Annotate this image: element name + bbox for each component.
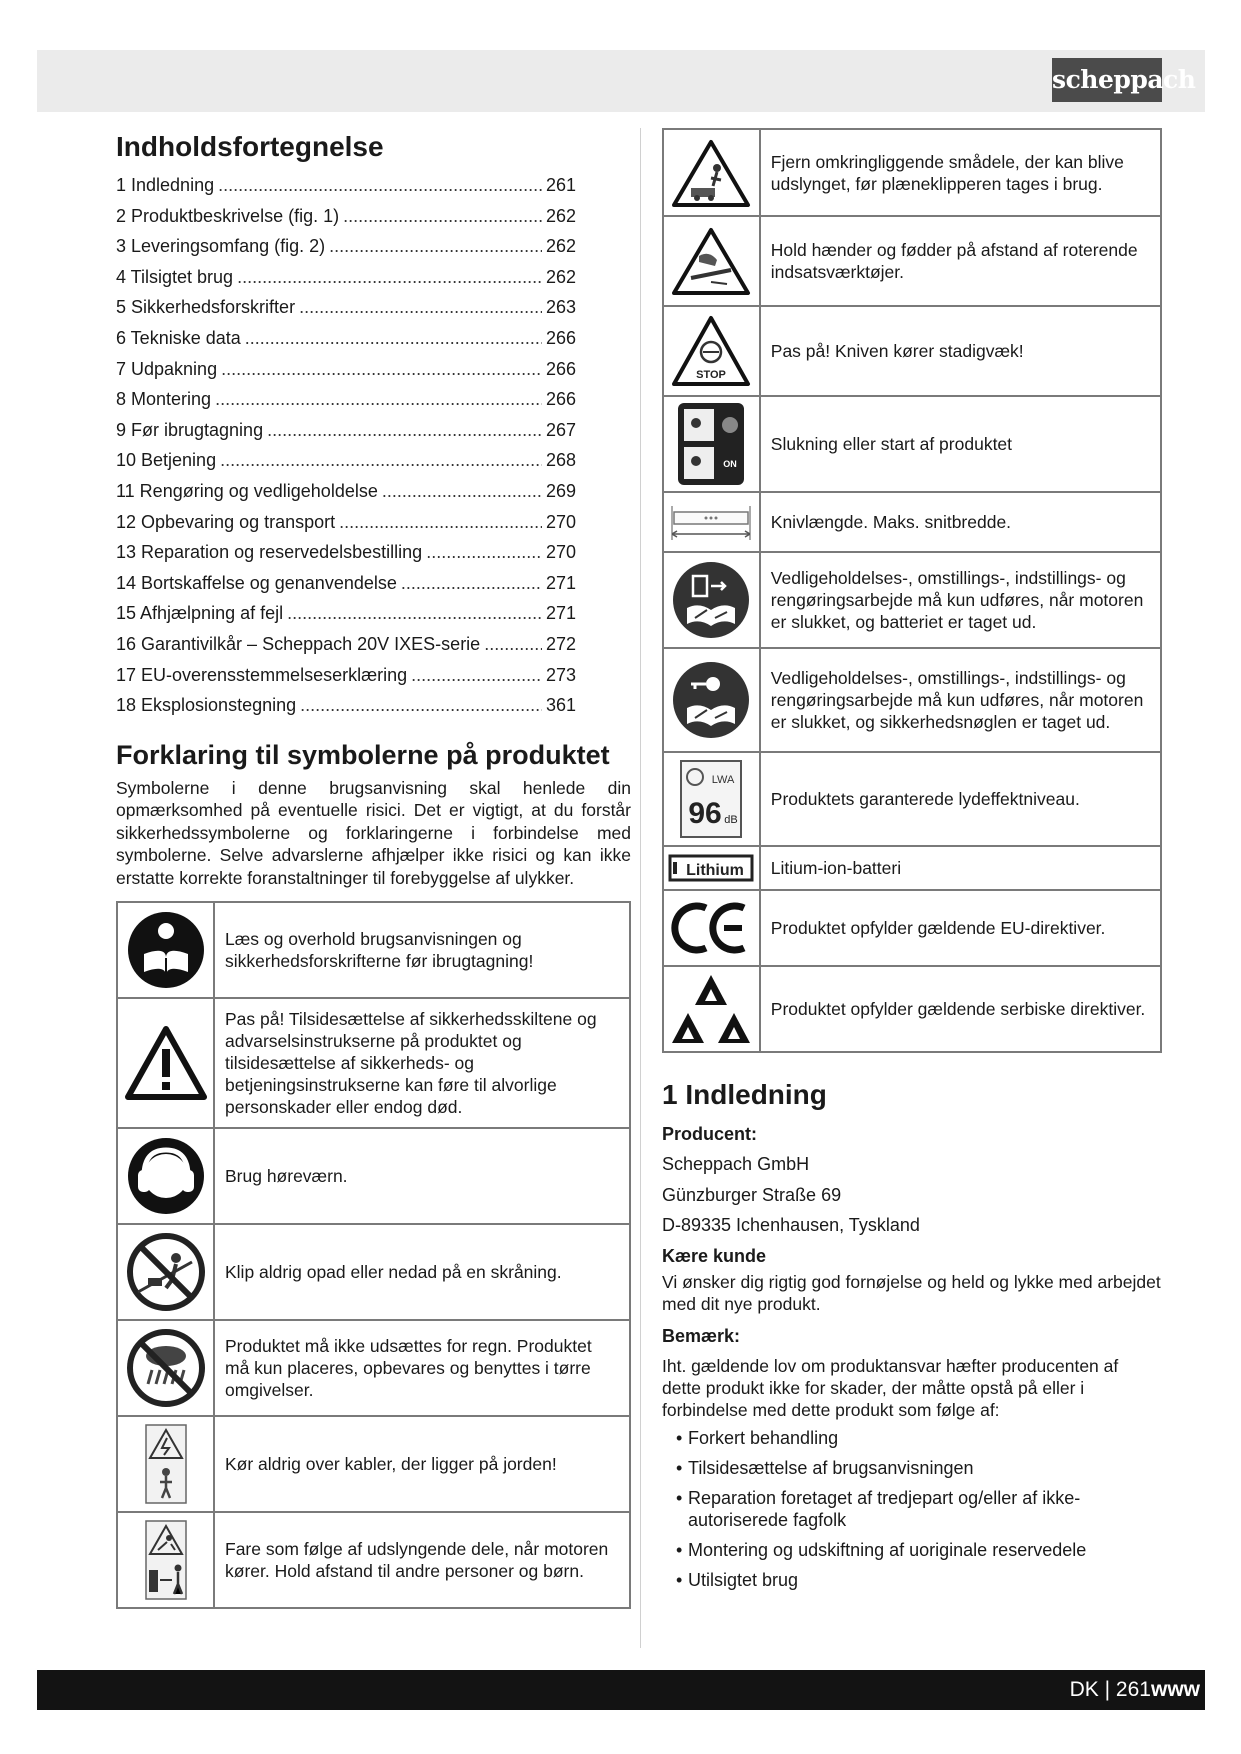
symbol-description: Litium-ion-batteri	[760, 846, 1161, 890]
symbol-description: Læs og overhold brugsanvisningen og sikkerhedsforskrifterne før ibrugtagning!	[214, 902, 630, 998]
symbol-description: Pas på! Kniven kører stadigvæk!	[760, 306, 1161, 396]
toc-entry[interactable]: 14 Bortskaffelse og genanvendelse ..... 271	[116, 568, 576, 599]
symbol-row	[663, 216, 1161, 306]
symbol-description: Fjern omkringliggende smådele, der kan blive udslynget, før plæneklipperen tages i brug.	[760, 129, 1161, 216]
toc-entry[interactable]: 1 Indledning ..... 261	[116, 170, 576, 201]
symbol-description: Produktet må ikke udsættes for regn. Produktet må kun placeres, opbevares og benyttes i tørre omgivelser.	[214, 1320, 630, 1416]
read-manual-icon	[117, 902, 214, 998]
symbol-row	[663, 890, 1161, 966]
maintenance-battery-icon	[663, 552, 760, 648]
page-footer	[1070, 1677, 1200, 1703]
list-item: • Forkert behandling	[676, 1427, 1162, 1449]
list-item: • Utilsigtet brug	[676, 1569, 1162, 1591]
toc-entry[interactable]: 2 Produktbeskrivelse (fig. 1) ..... 262	[116, 201, 576, 232]
no-slope-mowing-icon	[117, 1224, 214, 1320]
column-divider	[640, 128, 641, 1648]
blade-stop-icon	[663, 306, 760, 396]
toc-entry[interactable]: 15 Afhjælpning af fejl ..... 271	[116, 598, 576, 629]
symbols-section-title: Forklaring til symbolerne på produktet	[116, 739, 610, 770]
remove-objects-icon	[663, 129, 760, 216]
db-value: 96	[688, 797, 723, 830]
header-band	[37, 50, 1205, 112]
toc-entry[interactable]: 4 Tilsigtet brug ..... 262	[116, 262, 576, 293]
blade-hands-icon	[663, 216, 760, 306]
symbol-description: Slukning eller start af produktet	[760, 396, 1161, 492]
toc-list	[116, 170, 631, 721]
symbol-description: Fare som følge af udslyngende dele, når motoren kører. Hold afstand til andre personer og børn.	[214, 1512, 630, 1608]
cable-warning-icon	[117, 1416, 214, 1512]
producer-line: Günzburger Straße 69	[662, 1184, 842, 1205]
liability-list	[662, 1427, 1162, 1591]
customer-label: Kære kunde	[662, 1245, 767, 1266]
ear-protection-icon	[117, 1128, 214, 1224]
right-column	[662, 128, 1162, 1599]
toc-entry[interactable]: 18 Eksplosionstegning ..... 361	[116, 690, 576, 721]
producer-label: Producent:	[662, 1124, 758, 1144]
symbol-description: Klip aldrig opad eller nedad på en skråning.	[214, 1224, 630, 1320]
footer-band	[37, 1670, 1205, 1710]
customer-text: Vi ønsker dig rigtig god fornøjelse og held og lykke med arbejdet med dit nye produkt.	[662, 1271, 1161, 1314]
left-symbol-table	[116, 901, 631, 1609]
symbol-description: Knivlængde. Maks. snitbredde.	[760, 492, 1161, 552]
page-number: DK | 261	[1069, 1678, 1151, 1701]
symbol-row	[117, 902, 630, 998]
symbol-row	[663, 966, 1161, 1052]
producer-line: Scheppach GmbH	[662, 1154, 810, 1174]
no-rain-icon	[117, 1320, 214, 1416]
sound-level-icon	[663, 752, 760, 846]
list-item: • Tilsidesættelse af brugsanvisningen	[676, 1457, 1162, 1479]
left-column	[116, 128, 631, 1609]
symbol-description: Hold hænder og fødder på afstand af roterende indsatsværktøjer.	[760, 216, 1161, 306]
symbol-row	[117, 1128, 630, 1224]
toc-entry[interactable]: 17 EU-overensstemmelseserklæring ..... 273	[116, 660, 576, 691]
symbol-row	[663, 129, 1161, 216]
maintenance-key-icon	[663, 648, 760, 752]
warning-triangle-icon	[117, 998, 214, 1128]
symbol-row	[663, 492, 1161, 552]
symbols-intro-text: Symbolerne i denne brugsanvisning skal henlede din opmærksomhed på eventuelle risici. Det er vigtigt, at du forstår sikkerhedssymbolerne og forklaringerne i forbindelse med symbolerne. Selve advarslerne afhjælper ikke risici og kan ikke erstatte korrekte foranstaltninger til forebyggelse af ulykker.	[116, 777, 631, 888]
symbol-row	[663, 306, 1161, 396]
lithium-icon	[663, 846, 760, 890]
lwa-label: LWA	[712, 774, 735, 786]
stop-label: STOP	[696, 369, 727, 381]
toc-entry[interactable]: 8 Montering ..... 266	[116, 384, 576, 415]
brand-logo: scheppach	[1052, 58, 1162, 102]
symbol-row	[663, 648, 1161, 752]
symbol-row	[663, 396, 1161, 492]
symbol-row	[117, 1224, 630, 1320]
symbol-description: Produktet opfylder gældende serbiske direktiver.	[760, 966, 1161, 1052]
on-label: ON	[723, 459, 738, 469]
toc-entry[interactable]: 13 Reparation og reservedelsbestilling ..... 270	[116, 537, 576, 568]
producer-line: D-89335 Ichenhausen, Tyskland	[662, 1215, 920, 1235]
toc-entry[interactable]: 7 Udpakning ..... 266	[116, 354, 576, 385]
blade-length-icon	[663, 492, 760, 552]
toc-entry[interactable]: 9 Før ibrugtagning ..... 267	[116, 415, 576, 446]
symbol-row	[663, 752, 1161, 846]
toc-title: Indholdsfortegnelse	[116, 131, 384, 162]
symbol-description: Brug høreværn.	[214, 1128, 630, 1224]
toc-entry[interactable]: 6 Tekniske data ..... 266	[116, 323, 576, 354]
symbol-row	[117, 998, 630, 1128]
symbol-description: Pas på! Tilsidesættelse af sikkerhedsskiltene og advarselsinstrukserne på produktet og tilsidesættelse af sikkerheds- og betjeningsinstrukserne kan føre til alvorlige personskader eller endog død.	[214, 998, 630, 1128]
footer-url-fragment: www	[1150, 1678, 1200, 1701]
symbol-description: Vedligeholdelses-, omstillings-, indstillings- og rengøringsarbejde må kun udføres, når motoren er slukket, og batteriet er taget ud.	[760, 552, 1161, 648]
symbol-row	[117, 1320, 630, 1416]
symbol-description: Kør aldrig over kabler, der ligger på jorden!	[214, 1416, 630, 1512]
toc-entry[interactable]: 16 Garantivilkår – Scheppach 20V IXES-serie ..... 272	[116, 629, 576, 660]
ce-mark-icon	[663, 890, 760, 966]
toc-entry[interactable]: 12 Opbevaring og transport ..... 270	[116, 507, 576, 538]
serbian-mark-icon	[663, 966, 760, 1052]
symbol-description: Produktets garanterede lydeffektniveau.	[760, 752, 1161, 846]
toc-entry[interactable]: 10 Betjening ..... 268	[116, 445, 576, 476]
note-text: Iht. gældende lov om produktansvar hæfter producenten af dette produkt ikke for skader, der måtte opstå på eller i forbindelse med dette produkt som følge af:	[662, 1355, 1119, 1420]
db-unit: dB	[724, 814, 739, 826]
note-label: Bemærk:	[662, 1325, 741, 1346]
symbol-description: Produktet opfylder gældende EU-direktiver.	[760, 890, 1161, 966]
list-item: • Montering og udskiftning af uoriginale reservedele	[676, 1539, 1162, 1561]
symbol-row	[663, 846, 1161, 890]
symbol-description: Vedligeholdelses-, omstillings-, indstillings- og rengøringsarbejde må kun udføres, når motoren er slukket, og sikkerhedsnøglen er taget ud.	[760, 648, 1161, 752]
intro-section-title: 1 Indledning	[662, 1079, 827, 1110]
toc-entry[interactable]: 5 Sikkerhedsforskrifter ..... 263	[116, 292, 576, 323]
lithium-label: Lithium	[686, 862, 745, 879]
toc-entry[interactable]: 3 Leveringsomfang (fig. 2) ..... 262	[116, 231, 576, 262]
flying-debris-icon	[117, 1512, 214, 1608]
toc-entry[interactable]: 11 Rengøring og vedligeholdelse ..... 269	[116, 476, 576, 507]
right-symbol-table	[662, 128, 1162, 1053]
symbol-row	[663, 552, 1161, 648]
symbol-row	[117, 1416, 630, 1512]
on-off-icon	[663, 396, 760, 492]
symbol-row	[117, 1512, 630, 1608]
list-item: • Reparation foretaget af tredjepart og/eller af ikke-autoriserede fagfolk	[676, 1487, 1162, 1531]
